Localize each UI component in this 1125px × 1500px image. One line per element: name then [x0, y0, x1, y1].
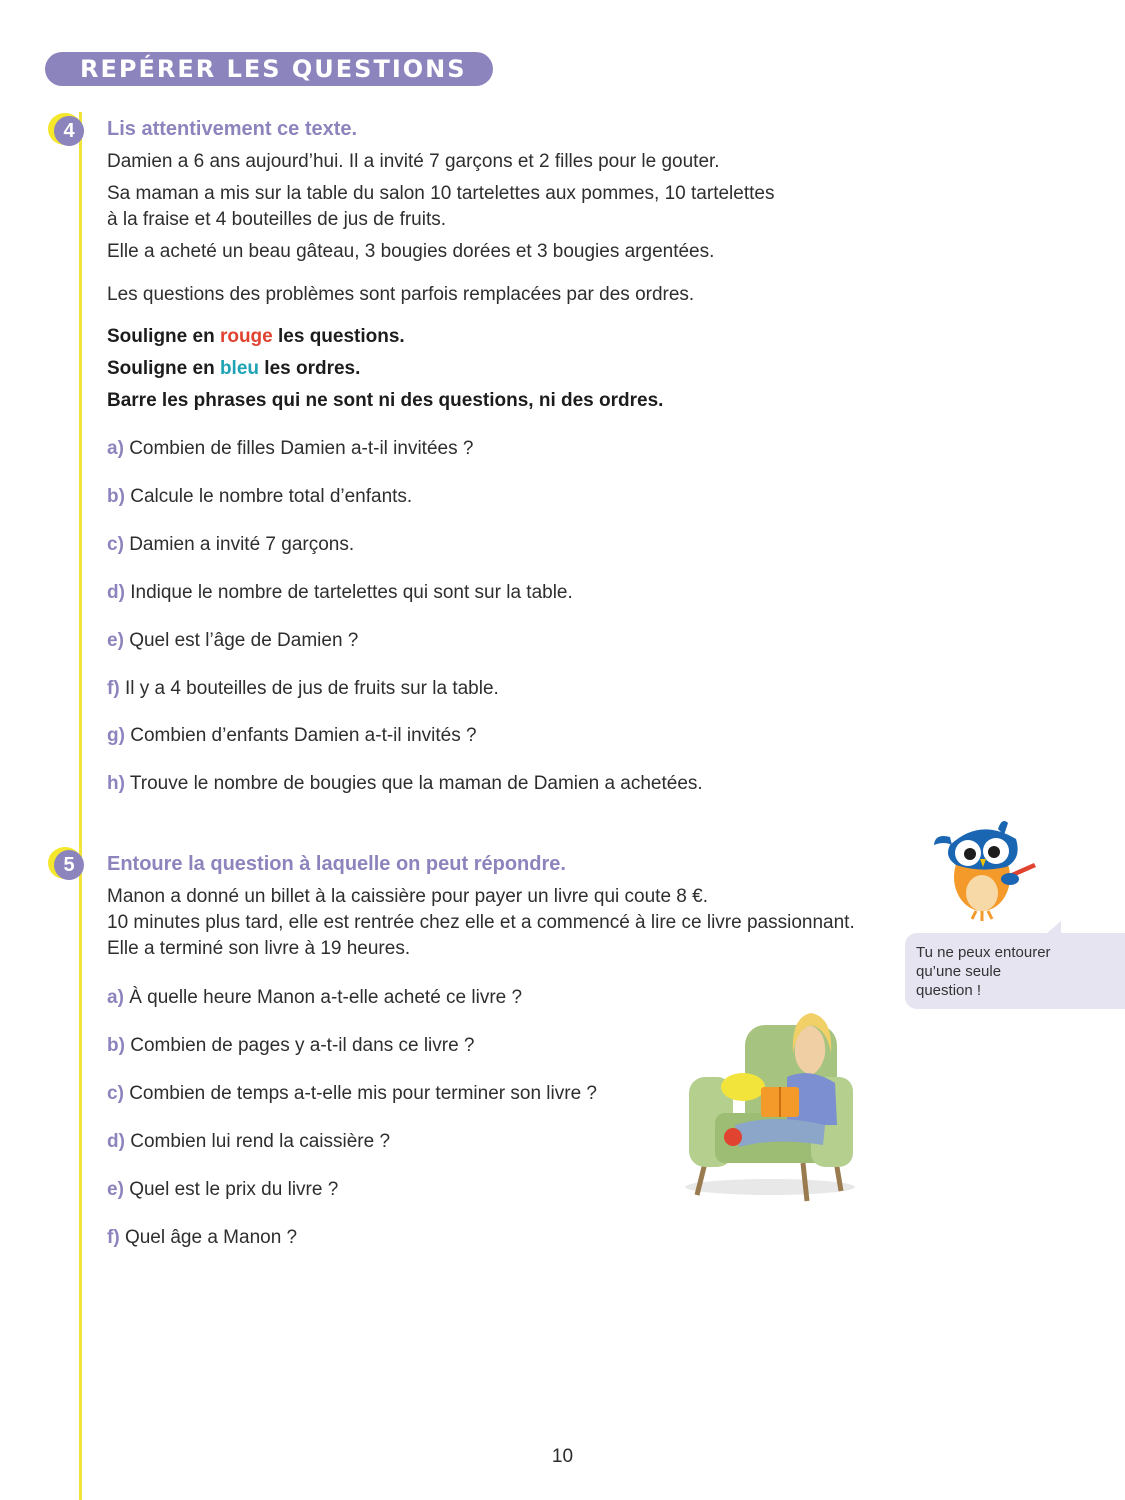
exercise-4-badge — [48, 116, 88, 146]
word-bleu: bleu — [219, 358, 260, 379]
exercise-4-number: 4 — [54, 116, 84, 146]
exercise-5-title: Entoure la question à laquelle on peut répondre. — [107, 853, 566, 875]
instruction-red: Souligne en rouge les questions. — [107, 326, 405, 347]
ex4-text-line: Sa maman a mis sur la table du salon 10 tartelettes aux pommes, 10 tartelettes — [107, 183, 775, 204]
exercise-4-title: Lis attentivement ce texte. — [107, 118, 358, 140]
ex4-item-a[interactable]: a) Combien de filles Damien a-t-il invitées ? — [107, 438, 474, 459]
ex4-item-g[interactable]: g) Combien d’enfants Damien a-t-il invités ? — [107, 725, 477, 746]
ex4-text-line: Elle a acheté un beau gâteau, 3 bougies dorées et 3 bougies argentées. — [107, 241, 715, 262]
ex5-text-line: Elle a terminé son livre à 19 heures. — [107, 938, 411, 959]
ex4-item-c[interactable]: c) Damien a invité 7 garçons. — [107, 534, 355, 555]
instruction-blue: Souligne en bleu les ordres. — [107, 358, 361, 379]
ex5-item-c[interactable]: c) Combien de temps a-t-elle mis pour terminer son livre ? — [107, 1083, 597, 1104]
instruction-strike: Barre les phrases qui ne sont ni des questions, ni des ordres. — [107, 390, 664, 411]
girl-reading-armchair-illustration — [675, 995, 860, 1205]
section-banner — [45, 52, 493, 86]
ex5-text-line: 10 minutes plus tard, elle est rentrée chez elle et a commencé à lire ce livre passionnant. — [107, 912, 855, 933]
owl-bubble-text: Tu ne peux entourer qu’une seule question ! — [916, 944, 1051, 999]
exercise-5-badge — [48, 850, 88, 880]
ex4-item-h[interactable]: h) Trouve le nombre de bougies que la maman de Damien a achetées. — [107, 773, 703, 794]
ex5-item-d[interactable]: d) Combien lui rend la caissière ? — [107, 1131, 391, 1152]
margin-line — [79, 112, 82, 1500]
ex5-item-f[interactable]: f) Quel âge a Manon ? — [107, 1227, 298, 1248]
ex5-text-line: Manon a donné un billet à la caissière pour payer un livre qui coute 8 €. — [107, 886, 708, 907]
ex5-item-a[interactable]: a) À quelle heure Manon a-t-elle acheté ce livre ? — [107, 987, 523, 1008]
ex5-item-e[interactable]: e) Quel est le prix du livre ? — [107, 1179, 339, 1200]
ex5-item-b[interactable]: b) Combien de pages y a-t-il dans ce livre ? — [107, 1035, 475, 1056]
owl-speech-bubble — [905, 933, 1125, 1009]
section-title: REPÉRER LES QUESTIONS — [80, 55, 467, 83]
word-rouge: rouge — [219, 326, 273, 347]
ex4-text-line: à la fraise et 4 bouteilles de jus de fruits. — [107, 209, 447, 230]
exercise-5-number: 5 — [54, 850, 84, 880]
ex4-item-d[interactable]: d) Indique le nombre de tartelettes qui sont sur la table. — [107, 582, 573, 603]
ex4-text-line: Damien a 6 ans aujourd’hui. Il a invité 7 garçons et 2 filles pour le gouter. — [107, 151, 720, 172]
ex4-item-e[interactable]: e) Quel est l’âge de Damien ? — [107, 630, 359, 651]
ex4-item-f[interactable]: f) Il y a 4 bouteilles de jus de fruits sur la table. — [107, 678, 499, 699]
owl-mascot-illustration — [930, 815, 1045, 925]
ex4-item-b[interactable]: b) Calcule le nombre total d’enfants. — [107, 486, 413, 507]
page-number: 10 — [551, 1446, 574, 1467]
ex4-note: Les questions des problèmes sont parfois remplacées par des ordres. — [107, 284, 695, 305]
